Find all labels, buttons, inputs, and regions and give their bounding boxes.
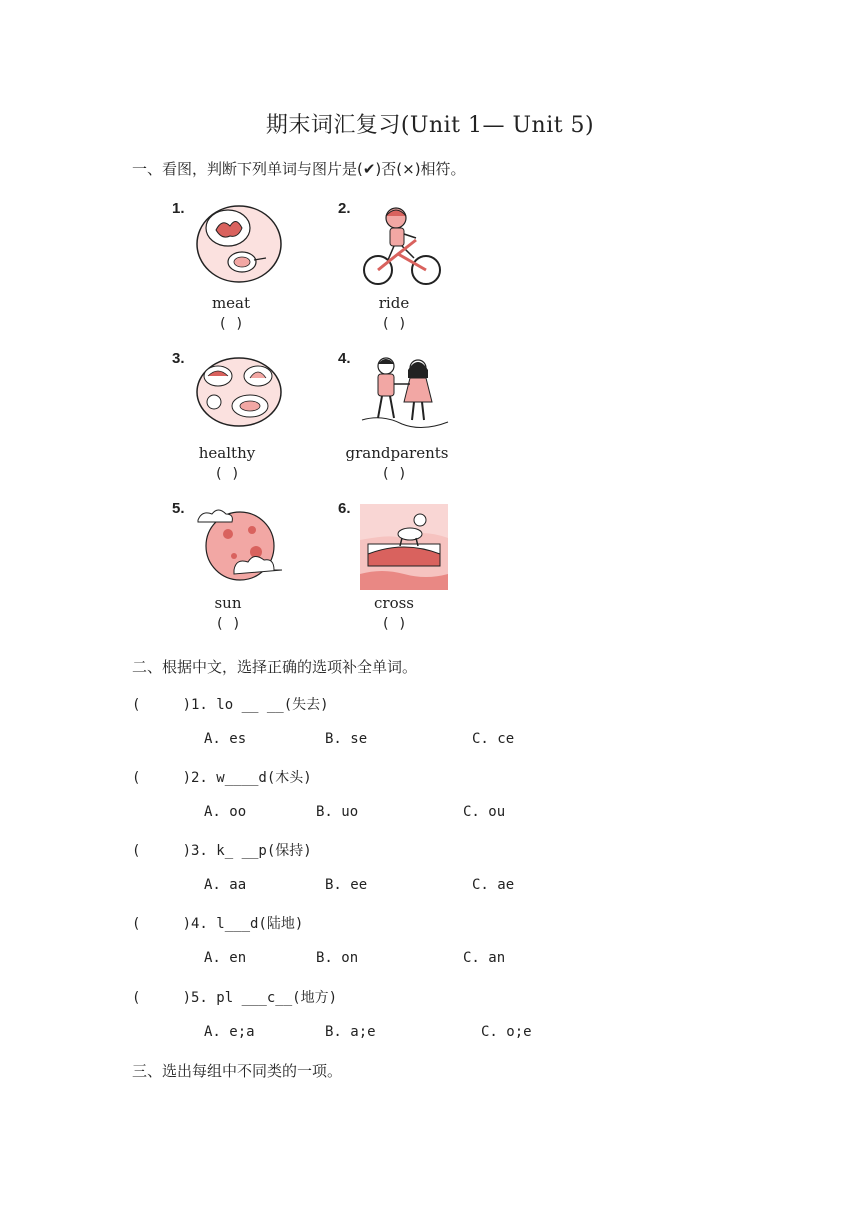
option-c[interactable]: C. an xyxy=(463,950,506,966)
healthy-meal-plate-icon xyxy=(194,354,284,430)
section-2-heading: 二、根据中文，选择正确的选项补全单词。 xyxy=(132,658,418,676)
children-walking-icon xyxy=(360,354,450,436)
question-1[interactable]: ( )1. lo __ __(失去) xyxy=(132,697,329,713)
answer-blank[interactable]: ( ) xyxy=(381,466,407,482)
option-a[interactable]: A. en xyxy=(204,950,247,966)
question-3[interactable]: ( )3. k_ __p(保持) xyxy=(132,843,312,859)
item-word: sun xyxy=(214,594,242,612)
option-a[interactable]: A. es xyxy=(204,731,247,747)
option-b[interactable]: B. a;e xyxy=(325,1024,376,1040)
answer-blank[interactable]: ( ) xyxy=(381,316,407,332)
item-word: ride xyxy=(378,294,410,312)
option-a[interactable]: A. oo xyxy=(204,804,247,820)
option-b[interactable]: B. se xyxy=(325,731,368,747)
picture-item-2 xyxy=(338,200,598,350)
picture-item-6 xyxy=(338,500,598,650)
option-c[interactable]: C. ce xyxy=(472,731,515,747)
moon-with-clouds-icon xyxy=(194,504,284,586)
item-number: 1. xyxy=(172,200,185,217)
plate-of-food-icon xyxy=(194,204,284,286)
item-number: 2. xyxy=(338,200,351,217)
option-b[interactable]: B. uo xyxy=(316,804,359,820)
picture-item-4 xyxy=(338,350,598,500)
boy-riding-bike-icon xyxy=(360,204,444,288)
option-c[interactable]: C. o;e xyxy=(481,1024,532,1040)
question-5[interactable]: ( )5. pl ___c__(地方) xyxy=(132,990,338,1006)
answer-blank[interactable]: ( ) xyxy=(214,466,240,482)
item-word: healthy xyxy=(198,444,256,462)
item-number: 5. xyxy=(172,500,185,517)
item-word: cross xyxy=(374,594,414,612)
item-number: 6. xyxy=(338,500,351,517)
answer-blank[interactable]: ( ) xyxy=(381,616,407,632)
option-c[interactable]: C. ou xyxy=(463,804,506,820)
item-word: meat xyxy=(211,294,251,312)
item-number: 4. xyxy=(338,350,351,367)
answer-blank[interactable]: ( ) xyxy=(215,616,241,632)
item-number: 3. xyxy=(172,350,185,367)
question-2[interactable]: ( )2. w____d(木头) xyxy=(132,770,312,786)
page-title: 期末词汇复习(Unit 1— Unit 5) xyxy=(265,113,595,138)
section-3-heading: 三、选出每组中不同类的一项。 xyxy=(132,1062,343,1080)
option-c[interactable]: C. ae xyxy=(472,877,515,893)
section-1-heading: 一、看图，判断下列单词与图片是(✔)否(×)相符。 xyxy=(132,160,466,178)
dog-on-bridge-icon xyxy=(360,504,450,592)
question-4[interactable]: ( )4. l___d(陆地) xyxy=(132,916,304,932)
option-a[interactable]: A. e;a xyxy=(204,1024,255,1040)
option-b[interactable]: B. on xyxy=(316,950,359,966)
option-b[interactable]: B. ee xyxy=(325,877,368,893)
answer-blank[interactable]: ( ) xyxy=(218,316,244,332)
option-a[interactable]: A. aa xyxy=(204,877,247,893)
item-word: grandparents xyxy=(345,444,449,462)
